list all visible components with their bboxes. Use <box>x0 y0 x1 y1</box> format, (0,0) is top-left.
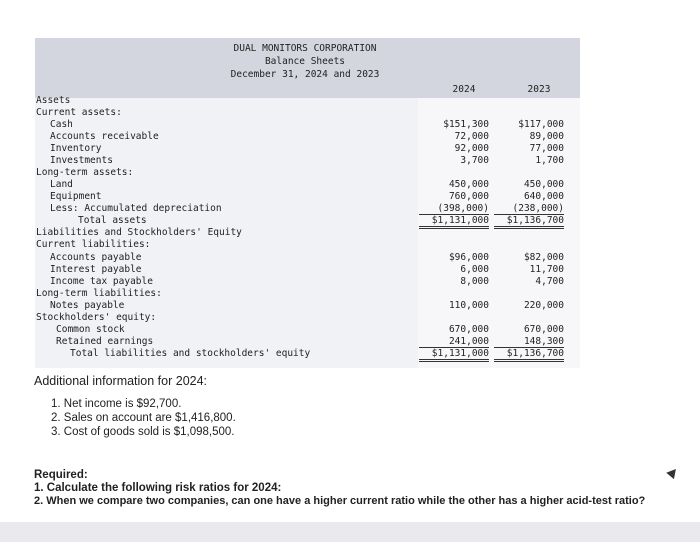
income-tax-2024: 8,000 <box>460 276 489 287</box>
required-heading: Required: <box>34 469 88 481</box>
current-liabilities-heading: Current liabilities: <box>36 239 151 250</box>
interest-payable-2023: 11,700 <box>529 264 564 275</box>
notes-payable-label: Notes payable <box>50 300 125 311</box>
total-assets-label: Total assets <box>78 215 147 226</box>
ap-2023: $82,000 <box>523 252 564 263</box>
interest-payable-label: Interest payable <box>50 264 142 275</box>
total-assets-2024: $1,131,000 <box>419 215 489 229</box>
statement-title: Balance Sheets <box>264 56 346 67</box>
additional-info-heading: Additional information for 2024: <box>34 374 208 388</box>
required-item: 2. When we compare two companies, can one have a higher current ratio while the other has a higher acid-test ratio? <box>34 495 646 507</box>
total-le-label: Total liabilities and stockholders' equity <box>70 348 311 359</box>
accum-dep-2023: (238,000) <box>494 203 564 215</box>
common-stock-2023: 670,000 <box>523 324 564 335</box>
ar-2024: 72,000 <box>454 131 489 142</box>
inventory-label: Inventory <box>50 143 102 154</box>
notes-payable-2023: 220,000 <box>523 300 564 311</box>
retained-earnings-2024: 241,000 <box>419 336 489 348</box>
mouse-cursor-icon <box>666 466 679 479</box>
current-assets-heading: Current assets: <box>36 107 122 118</box>
notes-payable-2024: 110,000 <box>448 300 489 311</box>
investments-2024: 3,700 <box>460 155 489 166</box>
cash-label: Cash <box>50 119 73 130</box>
investments-label: Investments <box>50 155 113 166</box>
additional-info-item: 1. Net income is $92,700. <box>51 398 182 410</box>
cash-2024: $151,300 <box>443 119 489 130</box>
total-assets-2023: $1,136,700 <box>494 215 564 229</box>
equipment-2023: 640,000 <box>523 191 564 202</box>
company-name: DUAL MONITORS CORPORATION <box>233 43 377 54</box>
total-le-2024: $1,131,000 <box>419 348 489 362</box>
ar-label: Accounts receivable <box>50 131 159 142</box>
land-2024: 450,000 <box>448 179 489 190</box>
stockholders-equity-heading: Stockholders' equity: <box>36 312 157 323</box>
statement-date: December 31, 2024 and 2023 <box>230 69 380 80</box>
additional-info-item: 3. Cost of goods sold is $1,098,500. <box>51 426 235 438</box>
common-stock-2024: 670,000 <box>448 324 489 335</box>
balance-sheet <box>30 38 580 368</box>
cash-2023: $117,000 <box>518 119 564 130</box>
income-tax-2023: 4,700 <box>535 276 564 287</box>
year-2023-header: 2023 <box>527 84 551 95</box>
inventory-2024: 92,000 <box>454 143 489 154</box>
interest-payable-2024: 6,000 <box>460 264 489 275</box>
investments-2023: 1,700 <box>535 155 564 166</box>
income-tax-label: Income tax payable <box>50 276 153 287</box>
long-term-liabilities-heading: Long-term liabilities: <box>36 288 162 299</box>
equipment-label: Equipment <box>50 191 102 202</box>
total-le-2023: $1,136,700 <box>494 348 564 362</box>
land-2023: 450,000 <box>523 179 564 190</box>
additional-info-item: 2. Sales on account are $1,416,800. <box>51 412 236 424</box>
retained-earnings-2023: 148,300 <box>494 336 564 348</box>
bottom-strip <box>0 522 700 542</box>
liab-equity-heading: Liabilities and Stockholders' Equity <box>36 227 242 238</box>
land-label: Land <box>50 179 73 190</box>
year-2024-header: 2024 <box>452 84 476 95</box>
long-term-assets-heading: Long-term assets: <box>36 167 134 178</box>
ap-2024: $96,000 <box>448 252 489 263</box>
inventory-2023: 77,000 <box>529 143 564 154</box>
equipment-2024: 760,000 <box>448 191 489 202</box>
accum-dep-2024: (398,000) <box>419 203 489 215</box>
common-stock-label: Common stock <box>56 324 125 335</box>
required-item: 1. Calculate the following risk ratios for 2024: <box>34 482 282 494</box>
accum-dep-label: Less: Accumulated depreciation <box>50 203 222 214</box>
retained-earnings-label: Retained earnings <box>56 336 154 347</box>
ar-2023: 89,000 <box>529 131 564 142</box>
ap-label: Accounts payable <box>50 252 142 263</box>
assets-heading: Assets <box>36 95 71 106</box>
